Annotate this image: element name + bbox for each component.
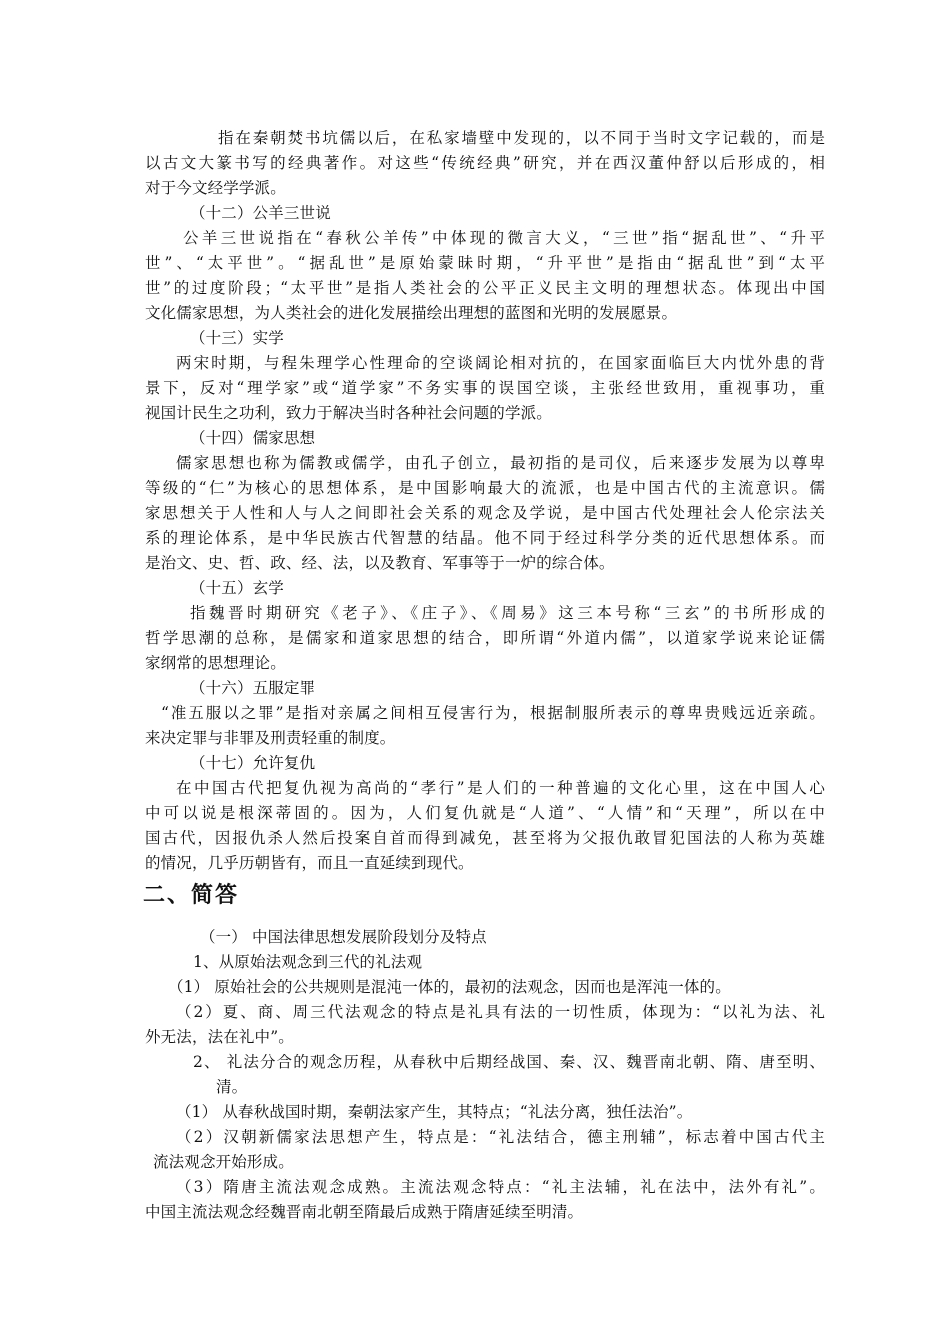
- paragraph-line: 系的理论体系，是中华民族古代智慧的结晶。他不同于经过科学分类的近代思想体系。而: [145, 529, 825, 547]
- paragraph-line: 景下，反对“理学家”或“道学家”不务实事的误国空谈，主张经世致用，重视事功，重: [145, 379, 825, 397]
- item-heading: （十七）允许复仇: [190, 754, 316, 772]
- paragraph-line: 对于今文经学学派。: [145, 179, 286, 197]
- paragraph-line: 家思想关于人性和人与人之间即社会关系的观念及学说，是中国古代处理社会人伦宗法关: [145, 504, 825, 522]
- item-heading: （十二）公羊三世说: [190, 204, 331, 222]
- paragraph-line: 国古代，因报仇杀人然后投案自首而得到减免，甚至将为父报仇敢冒犯国法的人称为英雄: [145, 829, 825, 847]
- paragraph-line: 清。: [216, 1078, 248, 1096]
- question-heading: （一） 中国法律思想发展阶段划分及特点: [200, 928, 487, 946]
- paragraph-line: （3）隋唐主流法观念成熟。主流法观念特点：“礼主法辅，礼在法中，法外有礼”。: [176, 1178, 825, 1196]
- paragraph-line: （1） 从春秋战国时期，秦朝法家产生，其特点；“礼法分离，独任法治”。: [176, 1103, 693, 1121]
- paragraph-line: 的情况，几乎历朝皆有，而且一直延续到现代。: [145, 854, 474, 872]
- paragraph-line: 家纲常的思想理论。: [145, 654, 286, 672]
- item-heading: （十五）玄学: [190, 579, 284, 597]
- paragraph-line: 儒家思想也称为儒教或儒学，由孔子创立，最初指的是司仪，后来逐步发展为以尊卑: [176, 454, 825, 472]
- paragraph-line: 文化儒家思想，为人类社会的进化发展描绘出理想的蓝图和光明的发展愿景。: [145, 304, 678, 322]
- paragraph-line: （2）夏、商、周三代法观念的特点是礼具有法的一切性质，体现为：“以礼为法、礼: [176, 1003, 825, 1021]
- paragraph-line: 等级的“仁”为核心的思想体系，是中国影响最大的流派，也是中国古代的主流意识。儒: [145, 479, 825, 497]
- paragraph-line: 公羊三世说指在“春秋公羊传”中体现的微言大义，“三世”指“据乱世”、“升平: [183, 229, 825, 247]
- paragraph-line: 外无法，法在礼中”。: [145, 1028, 294, 1046]
- paragraph-line: 以古文大篆书写的经典著作。对这些“传统经典”研究，并在西汉董仲舒以后形成的，相: [145, 154, 825, 172]
- paragraph-line: 是治文、史、哲、政、经、法，以及教育、军事等于一炉的综合体。: [145, 554, 615, 572]
- paragraph-line: 中可以说是根深蒂固的。因为，人们复仇就是“人道”、“人情”和“天理”，所以在中: [145, 804, 825, 822]
- paragraph-line: 中国主流法观念经魏晋南北朝至隋最后成熟于隋唐延续至明清。: [145, 1203, 584, 1221]
- paragraph-line: 视国计民生之功利，致力于解决当时各种社会问题的学派。: [145, 404, 552, 422]
- item-heading: （十六）五服定罪: [190, 679, 316, 697]
- paragraph-line: 指魏晋时期研究《老子》、《庄子》、《周易》这三本号称“三玄”的书所形成的: [190, 604, 825, 622]
- paragraph-line: 指在秦朝焚书坑儒以后，在私家墙壁中发现的，以不同于当时文字记载的，而是: [218, 129, 825, 147]
- subsection-heading: 2、 礼法分合的观念历程，从春秋中后期经战国、秦、汉、魏晋南北朝、隋、唐至明、: [193, 1053, 825, 1071]
- paragraph-line: 来决定罪与非罪及刑责轻重的制度。: [145, 729, 396, 747]
- paragraph-line: 两宋时期，与程朱理学心性理命的空谈阔论相对抗的，在国家面临巨大内忧外患的背: [176, 354, 825, 372]
- paragraph-line: （2）汉朝新儒家法思想产生，特点是：“礼法结合，德主刑辅”，标志着中国古代主: [176, 1128, 825, 1146]
- item-heading: （十四）儒家思想: [190, 429, 316, 447]
- paragraph-line: “准五服以之罪”是指对亲属之间相互侵害行为，根据制服所表示的尊卑贵贱远近亲疏。: [161, 704, 825, 722]
- section-title: 二、简答: [143, 883, 240, 908]
- paragraph-line: 世”、“太平世”。“据乱世”是原始蒙昧时期，“升平世”是指由“据乱世”到“太平: [145, 254, 825, 272]
- paragraph-line: 在中国古代把复仇视为高尚的“孝行”是人们的一种普遍的文化心里，这在中国人心: [176, 779, 825, 797]
- item-heading: （十三）实学: [190, 329, 284, 347]
- subsection-heading: 1、从原始法观念到三代的礼法观: [193, 953, 423, 971]
- paragraph-line: （1） 原始社会的公共规则是混沌一体的，最初的法观念，因而也是浑沌一体的。: [168, 978, 731, 996]
- paragraph-line: 世”的过度阶段；“太平世”是指人类社会的公平正义民主文明的理想状态。体现出中国: [145, 279, 825, 297]
- paragraph-line: 哲学思潮的总称，是儒家和道家思想的结合，即所谓“外道内儒”，以道家学说来论证儒: [145, 629, 825, 647]
- paragraph-line: 流法观念开始形成。: [153, 1153, 294, 1171]
